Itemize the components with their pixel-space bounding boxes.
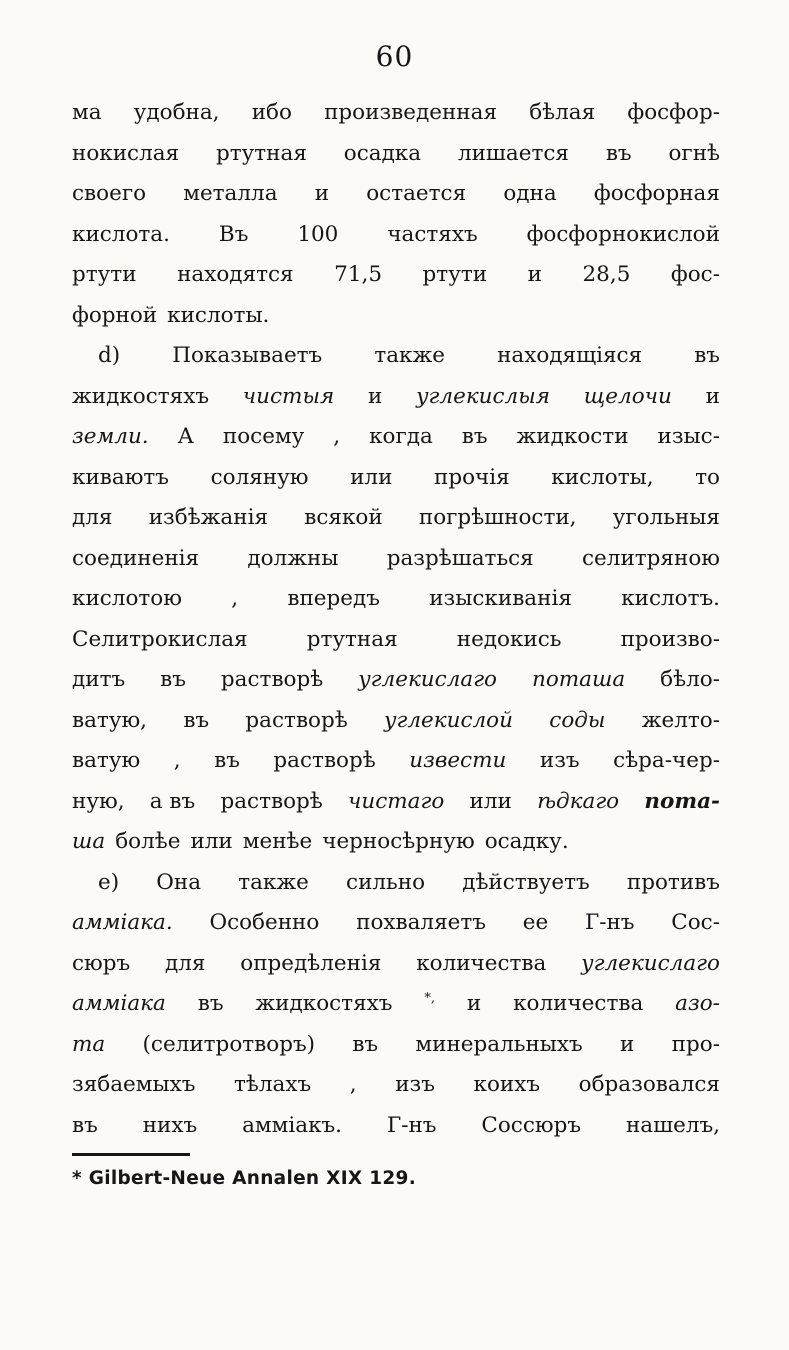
text-word: противъ	[626, 869, 720, 895]
text-word: изыскиванія	[429, 586, 572, 611]
text-word	[424, 991, 435, 1016]
text-line	[72, 1032, 720, 1073]
text-word: должны	[247, 545, 339, 571]
text-word: жидкостяхъ	[255, 991, 393, 1017]
text-word: про-	[671, 1031, 720, 1057]
text-word: Она	[156, 869, 202, 895]
text-word: въ	[605, 140, 632, 166]
text-word: растворѣ	[220, 788, 323, 814]
text-word: амміакъ.	[242, 1112, 343, 1138]
text-word: ватую	[72, 748, 141, 773]
text-word: лишается	[457, 140, 569, 166]
text-line	[72, 424, 720, 465]
text-word: чистаго	[347, 788, 445, 814]
text-word: и	[367, 383, 383, 409]
text-word: угольныя	[612, 505, 720, 530]
text-word: тѣлахъ	[234, 1072, 312, 1097]
text-word: Соссюръ	[481, 1112, 582, 1138]
text-word: посему	[222, 424, 305, 449]
text-word: поташа	[531, 667, 626, 692]
text-word: фосфорнокислой	[526, 221, 720, 247]
text-word: кислотъ.	[621, 586, 720, 611]
text-word: киваютъ	[72, 464, 169, 490]
text-word: и	[314, 181, 330, 206]
text-word: менѣе	[242, 829, 313, 854]
text-word: когда	[369, 424, 433, 449]
text-word: углекислаго	[358, 667, 497, 692]
text-line	[72, 343, 720, 384]
text-line	[72, 910, 720, 951]
text-word: ртути	[422, 262, 488, 287]
text-word: ртутная	[306, 626, 398, 652]
text-word: ша	[72, 829, 106, 854]
text-word: Г-нъ	[386, 1112, 437, 1138]
text-line	[72, 991, 720, 1032]
text-word: и	[620, 1031, 635, 1057]
text-word: осадка	[343, 140, 422, 166]
text-line	[72, 789, 720, 830]
text-word: въ	[72, 1112, 98, 1138]
text-line	[72, 222, 720, 263]
text-word: та	[72, 1031, 106, 1057]
text-word: находятся	[177, 262, 294, 287]
text-word: сюръ	[72, 950, 131, 976]
text-word: углекислыя	[416, 383, 550, 409]
text-word: 28,5	[582, 262, 631, 287]
footnote-mark: *,	[424, 991, 435, 1006]
text-word: кислоты.	[167, 302, 270, 328]
text-line	[72, 546, 720, 587]
text-word: коихъ	[473, 1072, 541, 1097]
text-line	[72, 708, 720, 749]
text-word: извести	[409, 748, 507, 773]
text-word: черносѣрную	[322, 829, 475, 854]
text-word: частяхъ	[387, 221, 478, 247]
text-word: ватую,	[72, 707, 148, 733]
text-word: недокись	[456, 626, 562, 652]
text-word: всякой	[304, 505, 383, 530]
text-word: въ	[352, 1031, 379, 1057]
text-word: въ	[694, 343, 720, 368]
text-word: фосфорная	[593, 181, 720, 206]
text-word: то	[695, 464, 720, 490]
text-word: минеральныхъ	[415, 1031, 583, 1057]
text-word: остается	[366, 181, 467, 206]
text-word: погрѣшности,	[418, 505, 577, 530]
text-word: соединенія	[72, 545, 200, 571]
text-line	[72, 1072, 720, 1113]
text-word: или	[469, 788, 512, 814]
text-word: чистыя	[242, 383, 335, 409]
text-word: нашелъ,	[625, 1112, 720, 1138]
text-line	[72, 829, 720, 870]
text-word: въ	[461, 424, 488, 449]
text-word: бѣло-	[660, 667, 720, 692]
text-word: для	[165, 950, 206, 976]
text-word: ную,	[72, 788, 125, 814]
text-word: ибо	[251, 100, 292, 125]
text-word: d)	[98, 343, 121, 368]
text-word: соды	[549, 707, 606, 733]
text-line	[72, 141, 720, 182]
text-word: ,	[231, 586, 239, 611]
text-word: прочія	[434, 464, 510, 490]
footnote: * Gilbert-Neue Annalen XIX 129.	[72, 1168, 417, 1189]
text-word: количества	[513, 991, 644, 1017]
text-word: А	[177, 424, 194, 449]
text-word: ѣдкаго	[537, 788, 620, 814]
text-word: зябаемыхъ	[72, 1072, 196, 1097]
text-word: нихъ	[142, 1112, 198, 1138]
text-word: и	[466, 991, 482, 1017]
text-word: Особенно	[209, 910, 320, 935]
text-word: произведенная	[324, 100, 498, 125]
text-word: или	[190, 829, 233, 854]
text-word: бѣлая	[529, 100, 596, 125]
text-word: 100	[297, 221, 339, 247]
text-line	[72, 667, 720, 708]
text-word: жидкости	[516, 424, 629, 449]
text-word: а въ	[149, 788, 196, 814]
text-word: кислоты,	[551, 464, 654, 490]
text-word: изъ	[395, 1072, 435, 1097]
text-word: щелочи	[583, 383, 672, 409]
text-word: или	[350, 464, 393, 490]
text-word: Показываетъ	[172, 343, 323, 368]
text-word: фос-	[670, 262, 720, 287]
text-word: находящіяся	[497, 343, 643, 368]
text-word: ,	[173, 748, 181, 773]
text-word: углекислаго	[581, 950, 720, 976]
text-word: произво-	[620, 626, 720, 652]
text-word: Въ	[218, 221, 249, 247]
text-word: растворѣ	[273, 748, 376, 773]
text-word: ртути	[72, 262, 137, 287]
text-line	[72, 384, 720, 425]
text-word: жидкостяхъ	[72, 383, 210, 409]
text-word: осадку.	[484, 829, 569, 854]
text-word: и	[527, 262, 542, 287]
text-word: сѣра-чер-	[613, 748, 720, 773]
text-word: въ	[160, 667, 186, 692]
text-line	[72, 951, 720, 992]
text-word: удобна,	[133, 100, 220, 125]
text-word: кислотою	[72, 586, 182, 611]
text-word: дѣйствуетъ	[462, 869, 590, 895]
text-word: пота-	[644, 788, 720, 814]
text-word: Сос-	[671, 910, 720, 935]
text-word: углекислой	[384, 707, 513, 733]
text-word: въ	[197, 991, 224, 1017]
footnote-divider	[72, 1153, 190, 1156]
text-word: въ	[183, 707, 210, 733]
text-word: также	[238, 869, 309, 895]
text-word: форной	[72, 302, 158, 328]
text-word: дитъ	[72, 667, 126, 692]
text-word: впередъ	[287, 586, 380, 611]
text-word: металла	[183, 181, 278, 206]
text-word: аммiака.	[72, 910, 173, 935]
text-word: опредѣленія	[240, 950, 382, 976]
text-word: (селитротворъ)	[142, 1031, 316, 1057]
text-word: Г-нъ	[584, 910, 635, 935]
text-word: избѣжанія	[148, 505, 269, 530]
text-line	[72, 100, 720, 141]
text-line	[72, 1113, 720, 1154]
text-word: изъ	[539, 748, 580, 773]
text-word: огнѣ	[668, 140, 720, 166]
text-word: ртутная	[215, 140, 307, 166]
text-word: селитряною	[582, 545, 720, 571]
text-word: своего	[72, 181, 147, 206]
text-word: также	[374, 343, 445, 368]
text-word: похваляетъ	[356, 910, 486, 935]
text-word: фосфор-	[627, 100, 720, 125]
text-line	[72, 627, 720, 668]
text-word: и	[705, 383, 720, 409]
page-number: 60	[375, 40, 414, 73]
text-word: количества	[416, 950, 547, 976]
text-word: растворѣ	[220, 667, 324, 692]
text-word: ,	[333, 424, 341, 449]
text-line	[72, 586, 720, 627]
text-word: кислота.	[72, 221, 170, 247]
text-line	[72, 303, 720, 344]
text-word: азо-	[675, 991, 720, 1017]
text-word: ,	[349, 1072, 357, 1097]
text-word: въ	[214, 748, 240, 773]
text-word: e)	[98, 869, 120, 895]
text-word: одна	[503, 181, 557, 206]
body-text	[72, 100, 720, 1153]
text-word: ма	[72, 100, 102, 125]
text-word: земли.	[72, 424, 149, 449]
text-line	[72, 262, 720, 303]
text-word: образовался	[578, 1072, 720, 1097]
text-word: Селитрокислая	[72, 626, 248, 652]
text-word: соляную	[210, 464, 309, 490]
text-word: для	[72, 505, 113, 530]
text-line	[72, 465, 720, 506]
text-word: ее	[522, 910, 549, 935]
text-word: растворѣ	[245, 707, 348, 733]
text-line	[72, 505, 720, 546]
text-word: болѣе	[115, 829, 181, 854]
text-word: 71,5	[334, 262, 383, 287]
text-line	[72, 870, 720, 911]
text-word: аммiака	[72, 991, 166, 1017]
text-word: изыс-	[657, 424, 720, 449]
text-word: нокислая	[72, 140, 180, 166]
text-word: желто-	[641, 707, 720, 733]
text-word: сильно	[346, 869, 426, 895]
text-line	[72, 181, 720, 222]
text-word: разрѣшаться	[386, 545, 534, 571]
text-line	[72, 748, 720, 789]
